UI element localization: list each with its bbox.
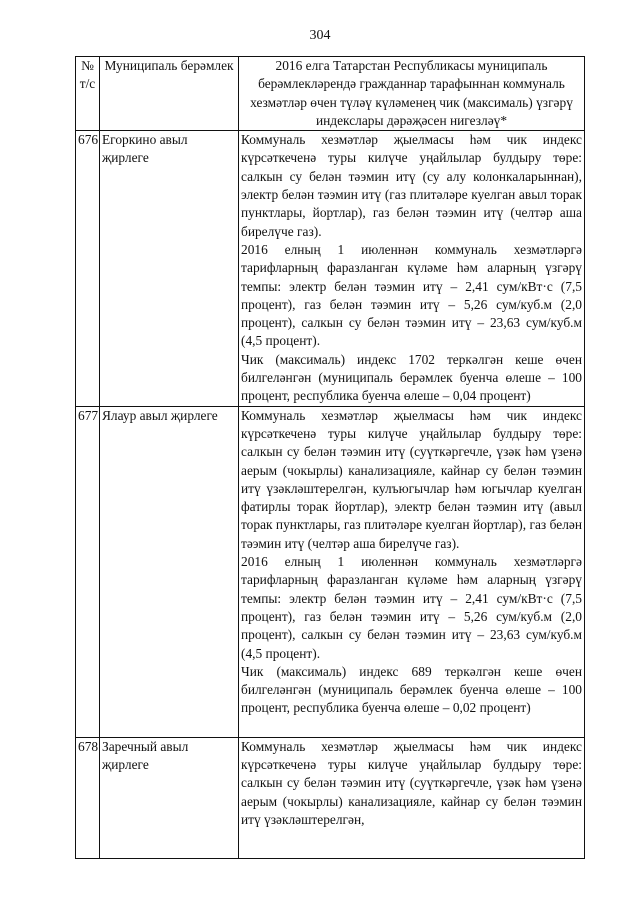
description-paragraph: Коммуналь хезмәтләр җыелмасы һәм чик индекс күрсәткеченә туры килүче уңайлылар булдыру төре: салкын су белән тәэмин итү (су алу колонкаларыннан), электр белән тәэмин итү (газ плитәләре куелган авыл торак пунктлары, йортлар), газ белән тәэмин итү (челтәр аша бирелүче газ). bbox=[241, 132, 582, 239]
description-paragraph: Чик (максималь) индекс 689 теркәлгән кеше өчен билгеләнгән (муниципаль берәмлек буенча өлеше – 100 процент, республика буенча өлеше – 0,02 процент) bbox=[241, 663, 582, 716]
row-number: 676 bbox=[76, 131, 100, 406]
municipality-name: Ялаур авыл җирлеге bbox=[100, 406, 239, 737]
page-number: 304 bbox=[309, 28, 331, 43]
description-paragraph: 2016 елның 1 июленнән коммуналь хезмәтләргә тарифларның фаразланган күләме һәм аларның үзгәрү темпы: электр белән тәэмин итү – 2,41 сум/кВт·с (7,5 процент), газ белән тәэмин итү – 5,26 сум/куб.м (2,0 процент), салкын су белән тәэмин итү – 23,63 сум/куб.м (4,5 процент). bbox=[241, 241, 582, 349]
description-paragraph: Коммуналь хезмәтләр җыелмасы һәм чик индекс күрсәткеченә туры килүче уңайлылар булдыру төре: салкын су белән тәэмин итү (суүткәргечле, үзәк һәм үзенә аерым (чокырлы) канализацияле, кайнар су белән тәэмин итү үзәкләштерелгән, bbox=[241, 738, 582, 827]
header-municipality: Муниципаль берәмлек bbox=[100, 57, 239, 131]
row-number: 678 bbox=[76, 737, 100, 858]
table-row bbox=[76, 737, 585, 858]
table-row bbox=[76, 406, 585, 737]
description-cell bbox=[239, 737, 585, 858]
table-header-row bbox=[76, 57, 585, 131]
indices-table bbox=[75, 56, 585, 859]
header-description: 2016 елга Татарстан Республикасы муниципаль берәмлекләрендә гражданнар тарафыннан коммуналь хезмәтләр өчен түләү күләменең чик (максималь) үзгәрү индекслары дәрәҗәсен нигезләү* bbox=[239, 57, 585, 131]
table-row bbox=[76, 131, 585, 406]
description-cell bbox=[239, 406, 585, 737]
municipality-name: Заречный авыл җирлеге bbox=[100, 737, 239, 858]
description-paragraph: Чик (максималь) индекс 1702 теркәлгән кеше өчен билгеләнгән (муниципаль берәмлек буенча өлеше – 100 процент, республика буенча өлеше – 0,04 процент) bbox=[241, 351, 582, 404]
municipality-name: Егоркино авыл җирлеге bbox=[100, 131, 239, 406]
header-number: № т/с bbox=[76, 57, 100, 131]
description-paragraph: Коммуналь хезмәтләр җыелмасы һәм чик индекс күрсәткеченә туры килүче уңайлылар булдыру төре: салкын су белән тәэмин итү (суүткәргечле, үзәк һәм үзенә аерым (чокырлы) канализацияле, кайнар су белән тәэмин итү үзәкләштерелгән, кулъюгычлар һәм югычлар куелган фатирлы торак йортлар), электр белән тәэмин итү (авыл торак пунктлары, газ плитәләре куелган йортлар), газ белән тәэмин итү (челтәр аша бирелүче газ). bbox=[241, 407, 582, 551]
description-cell bbox=[239, 131, 585, 406]
description-paragraph: 2016 елның 1 июленнән коммуналь хезмәтләргә тарифларның фаразланган күләме һәм аларның үзгәрү темпы: электр белән тәэмин итү – 2,41 сум/кВт·с (7,5 процент), газ белән тәэмин итү – 5,26 сум/куб.м (2,0 процент), салкын су белән тәэмин итү – 23,63 сум/куб.м (4,5 процент). bbox=[241, 554, 582, 661]
row-number: 677 bbox=[76, 406, 100, 737]
